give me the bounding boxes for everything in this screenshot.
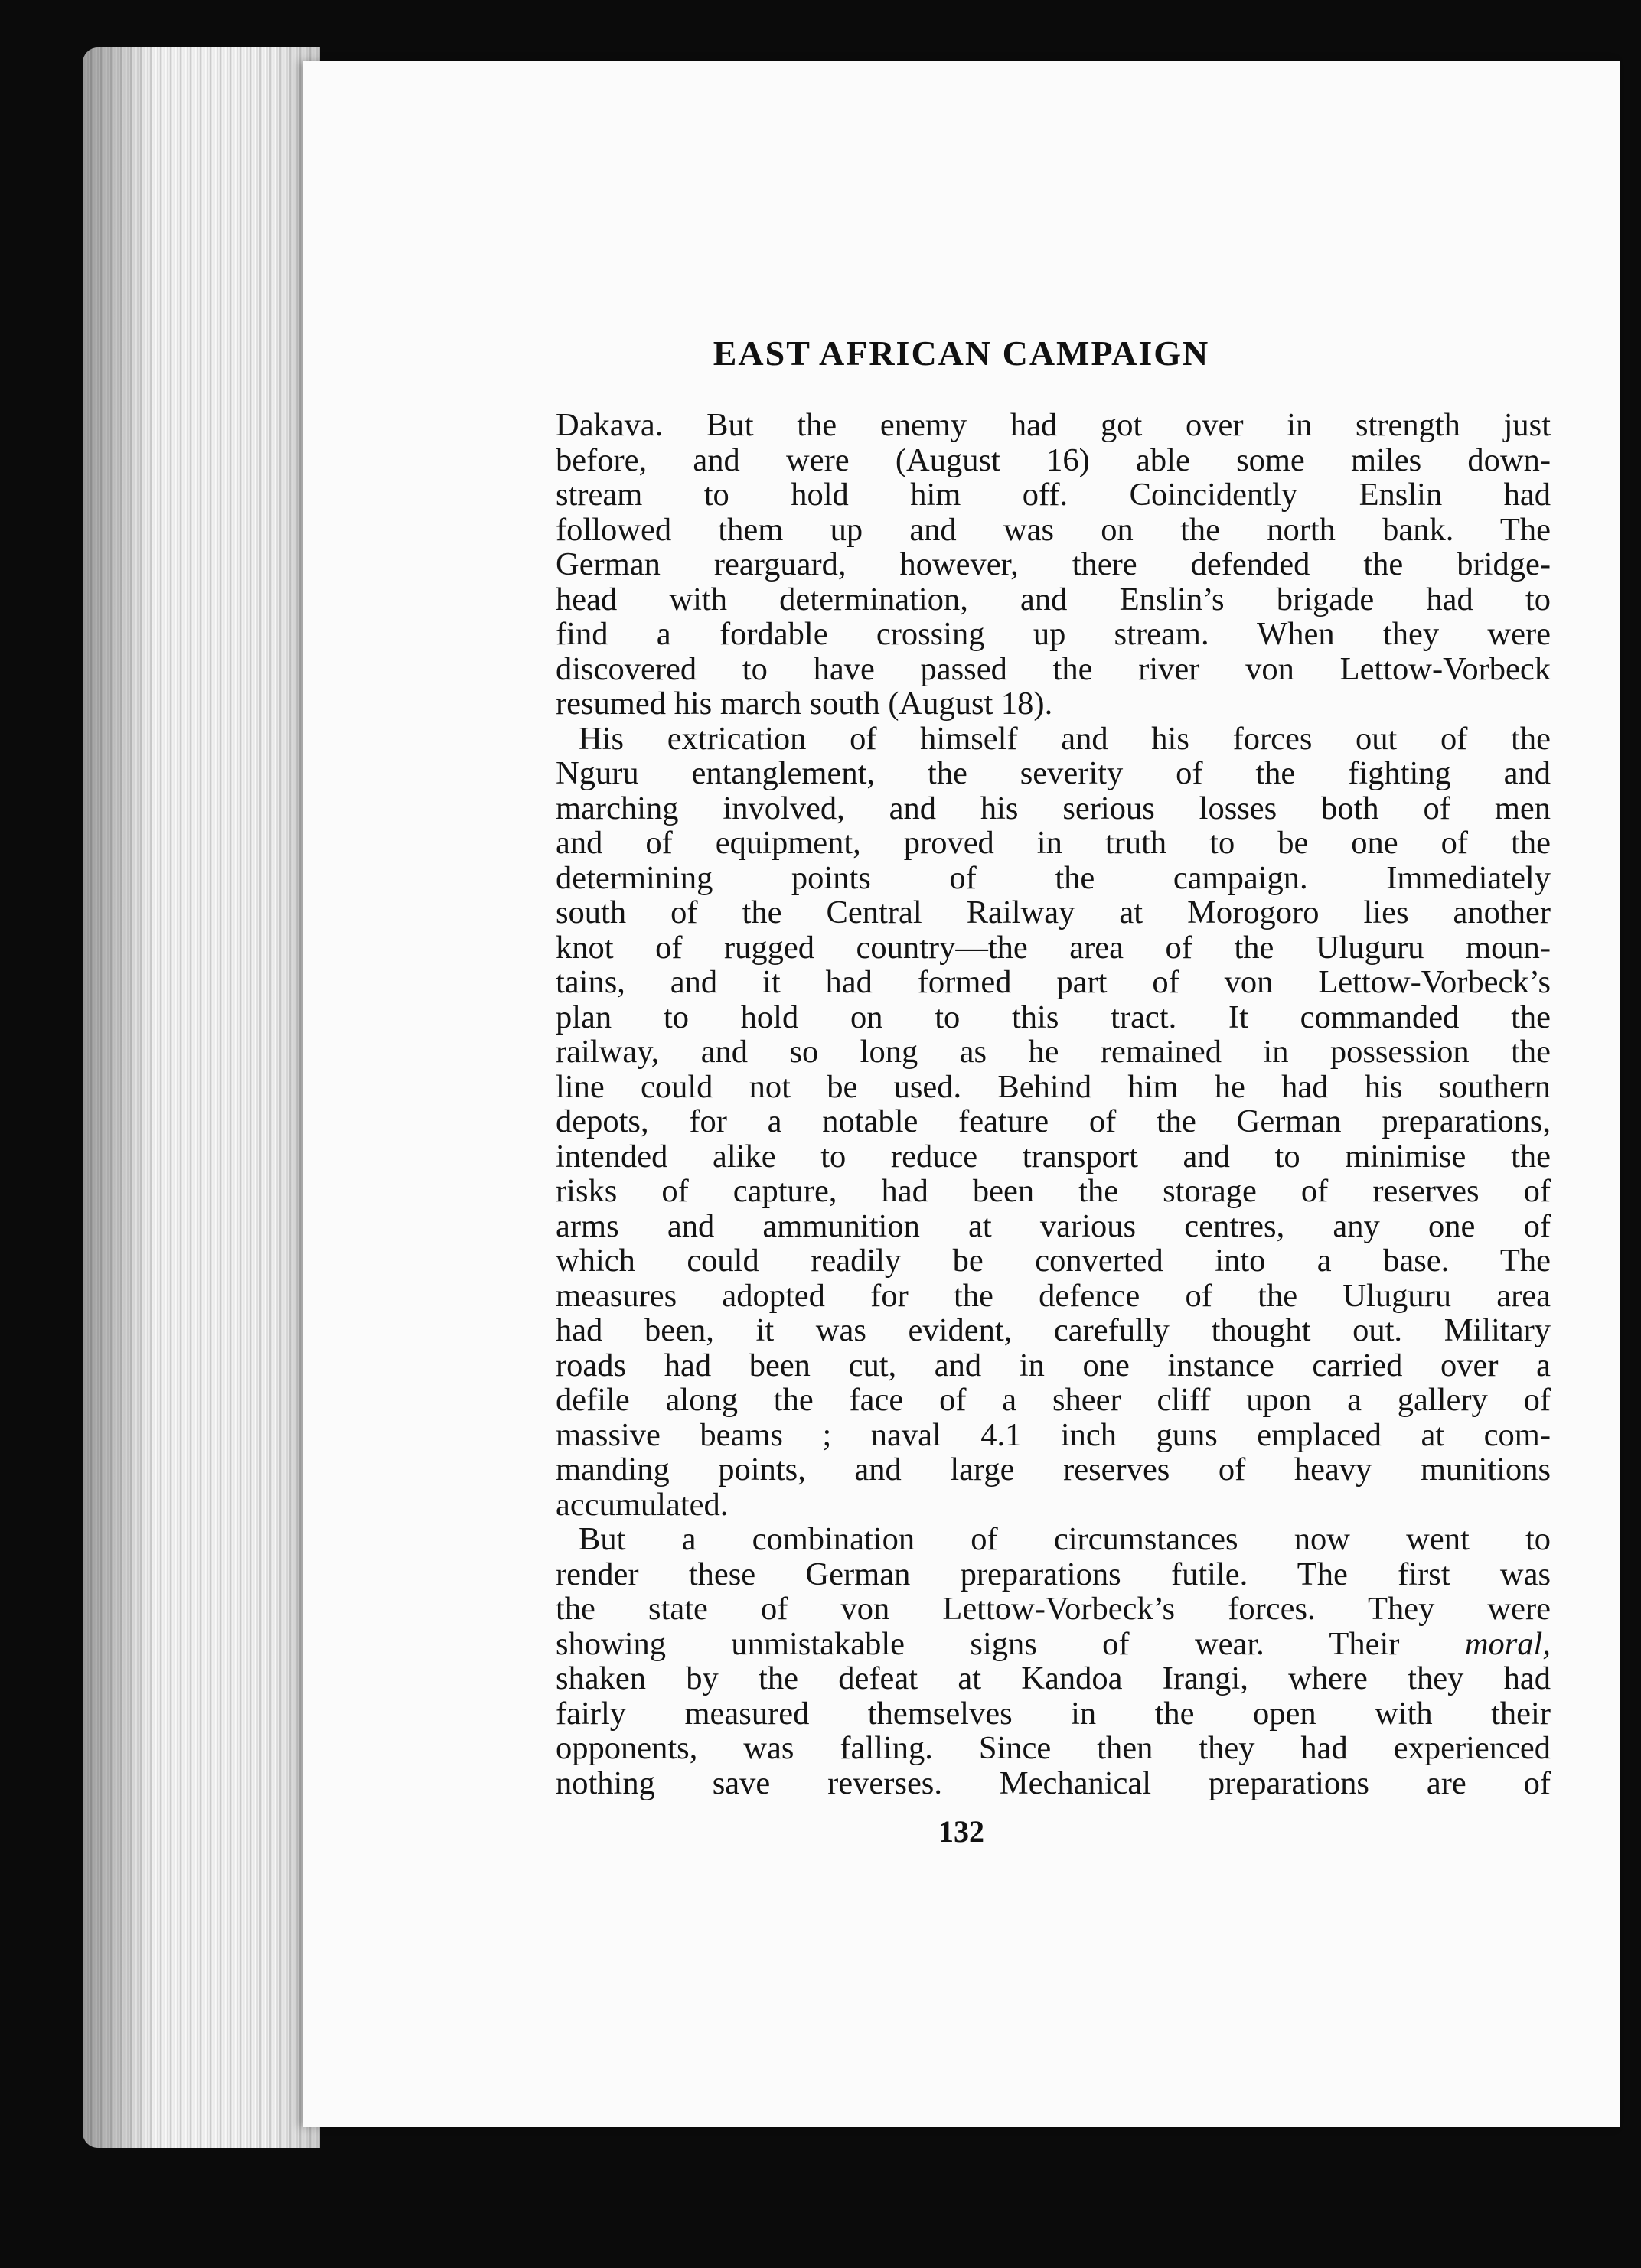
- page-number: 132: [938, 1814, 984, 1849]
- text-line: railway, and so long as he remained in possession the: [556, 1034, 1551, 1070]
- text-line: line could not be used. Behind him he had his southern: [556, 1068, 1551, 1105]
- text-line: intended alike to reduce transport and to minimise the: [556, 1138, 1551, 1175]
- text-line: roads had been cut, and in one instance carried over a: [556, 1347, 1551, 1383]
- text-line: fairly measured themselves in the open with their: [556, 1695, 1551, 1732]
- text-line: Nguru entanglement, the severity of the fighting and: [556, 755, 1551, 791]
- text-line: tains, and it had formed part of von Lettow-Vorbeck’s: [556, 964, 1551, 1000]
- text-line: had been, it was evident, carefully thought out. Military: [556, 1312, 1551, 1348]
- text-line: opponents, was falling. Since then they had experienced: [556, 1730, 1551, 1766]
- text-line: defile along the face of a sheer cliff upon a gallery of: [556, 1382, 1551, 1418]
- text-line: render these German preparations futile. The first was: [556, 1556, 1551, 1592]
- text-line: marching involved, and his serious losses both of men: [556, 790, 1551, 826]
- text-line: German rearguard, however, there defended the bridge-: [556, 546, 1551, 582]
- text-line: Dakava. But the enemy had got over in strength just: [556, 407, 1551, 443]
- running-head: EAST AFRICAN CAMPAIGN: [713, 334, 1210, 373]
- italic-word: moral,: [1464, 1625, 1551, 1662]
- body-text: [556, 408, 1551, 1800]
- text-line: His extrication of himself and his forces out of the: [579, 720, 1551, 757]
- page-block-edges: [83, 47, 320, 2148]
- text-line: resumed his march south (August 18).: [556, 686, 1053, 722]
- text-line: discovered to have passed the river von Lettow-Vorbeck: [556, 650, 1551, 687]
- text-line: find a fordable crossing up stream. When they were: [556, 616, 1551, 652]
- text-line: shaken by the defeat at Kandoa Irangi, where they had: [556, 1660, 1551, 1696]
- text-line: followed them up and was on the north bank. The: [556, 511, 1551, 548]
- text-line: which could readily be converted into a base. The: [556, 1243, 1551, 1279]
- text-line: depots, for a notable feature of the German preparations,: [556, 1103, 1551, 1139]
- text-line: stream to hold him off. Coincidently Enslin had: [556, 477, 1551, 513]
- paragraph-2: [556, 722, 1551, 1523]
- text-line: head with determination, and Enslin’s brigade had to: [556, 581, 1551, 618]
- text-line: measures adopted for the defence of the Uluguru area: [556, 1277, 1551, 1314]
- text-line: massive beams ; naval 4.1 inch guns emplaced at com-: [556, 1416, 1551, 1453]
- text-line: knot of rugged country—the area of the Uluguru moun-: [556, 929, 1551, 966]
- text-line-start: showing unmistakable signs of wear. Their: [556, 1625, 1465, 1662]
- text-line: south of the Central Railway at Morogoro lies another: [556, 894, 1551, 930]
- text-line: and of equipment, proved in truth to be one of the: [556, 825, 1551, 861]
- text-line: [556, 1627, 1551, 1662]
- text-line: accumulated.: [556, 1486, 729, 1523]
- text-line: arms and ammunition at various centres, any one of: [556, 1207, 1551, 1244]
- text-line: determining points of the campaign. Immediately: [556, 859, 1551, 896]
- text-line: the state of von Lettow-Vorbeck’s forces. They were: [556, 1591, 1551, 1627]
- text-line: nothing save reverses. Mechanical preparations are of: [556, 1765, 1551, 1801]
- text-line: risks of capture, had been the storage of reserves of: [556, 1173, 1551, 1209]
- book-page: [303, 61, 1620, 2127]
- text-line: before, and were (August 16) able some miles down-: [556, 442, 1551, 478]
- paragraph-3: [556, 1522, 1551, 1800]
- text-line: manding points, and large reserves of heavy munitions: [556, 1452, 1551, 1488]
- paragraph-1: [556, 408, 1551, 722]
- text-line: plan to hold on to this tract. It commanded the: [556, 999, 1551, 1035]
- text-line: But a combination of circumstances now went to: [579, 1521, 1551, 1557]
